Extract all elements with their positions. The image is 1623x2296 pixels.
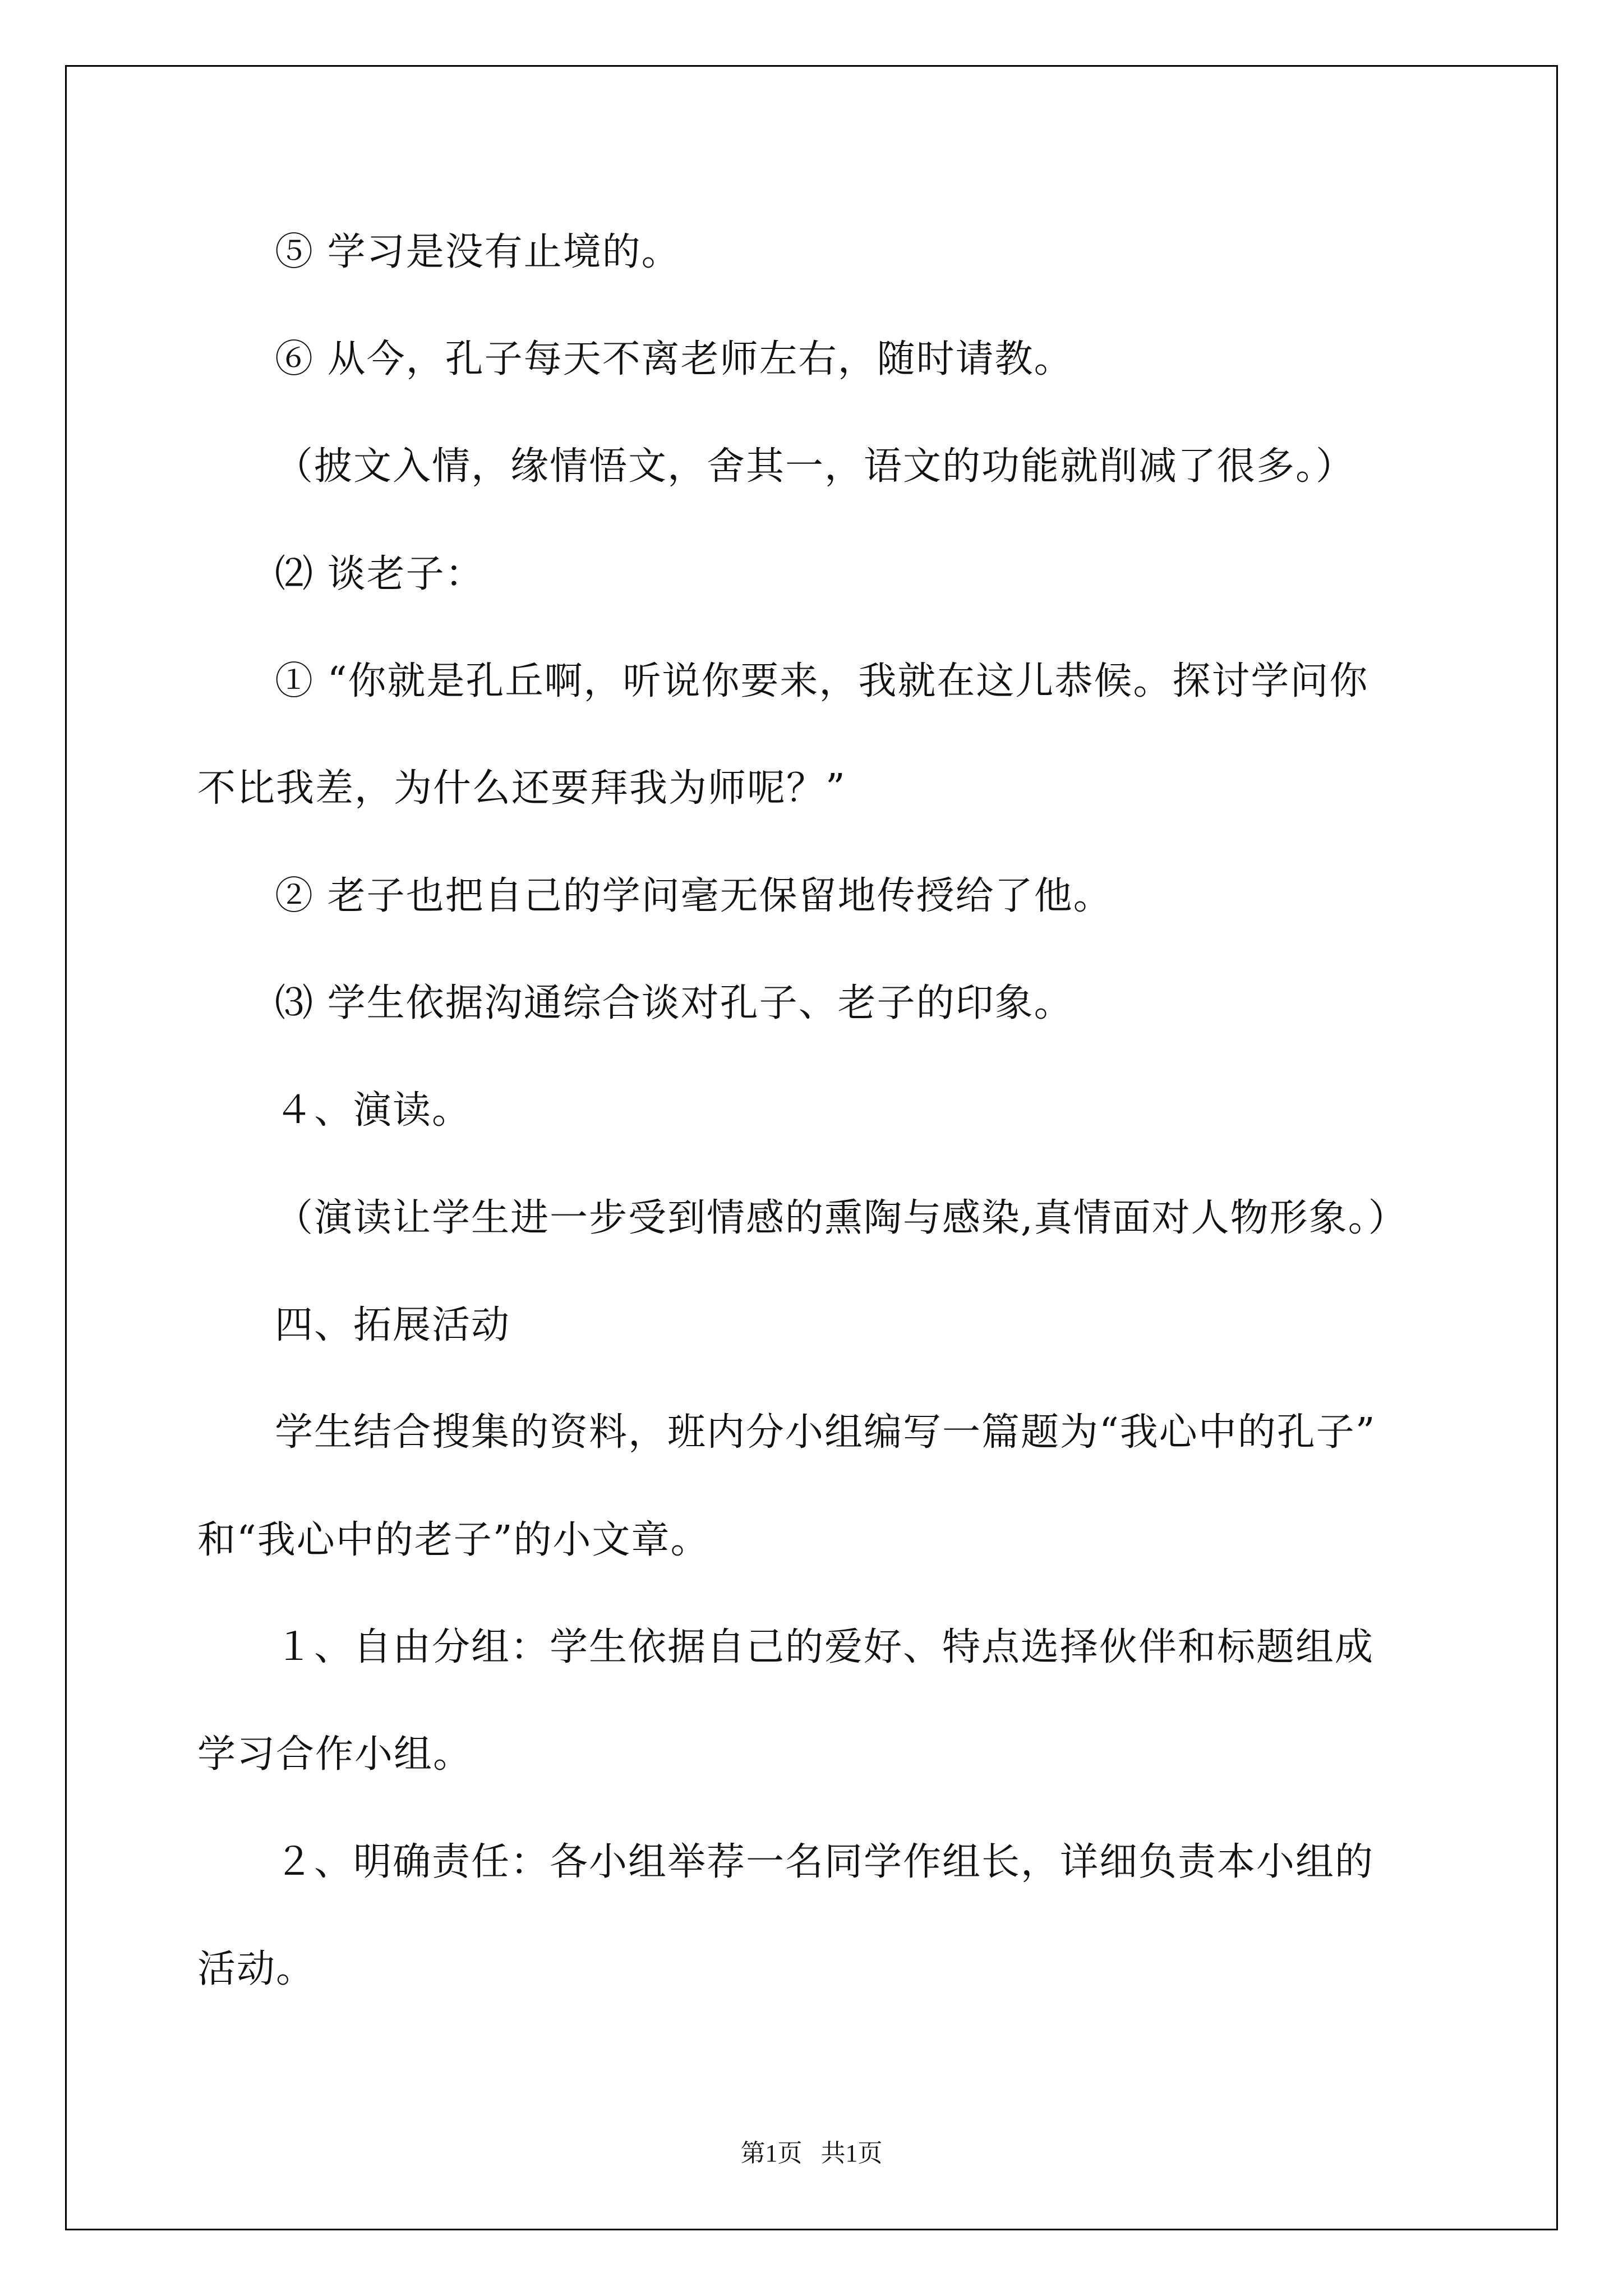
- text-line: ⑥ 从今，孔子每天不离老师左右，随时请教。: [275, 337, 1073, 381]
- text-line: 活动。: [197, 1947, 316, 1991]
- section-heading: 四、拓展活动: [275, 1303, 511, 1347]
- text-line: （演读让学生进一步受到情感的熏陶与感染,真情面对人物形象。）: [275, 1196, 1408, 1240]
- text-line: １、自由分组：学生依据自己的爱好、特点选择伙伴和标题组成: [275, 1625, 1375, 1669]
- text-line: 不比我差，为什么还要拜我为师呢？”: [197, 766, 846, 811]
- text-line: ４、演读。: [275, 1088, 472, 1133]
- page-footer: 第1页 共1页: [740, 2139, 883, 2167]
- page-border: [65, 65, 1558, 2230]
- text-line: ① “你就是孔丘啊，听说你要来，我就在这儿恭候。探讨学问你: [275, 659, 1369, 703]
- text-line: ⑵ 谈老子：: [275, 552, 485, 596]
- text-line: 学生结合搜集的资料，班内分小组编写一篇题为“我心中的孔子”: [275, 1410, 1376, 1455]
- text-line: ⑤ 学习是没有止境的。: [275, 230, 681, 274]
- text-line: 学习合作小组。: [197, 1732, 473, 1777]
- text-line: （披文入情，缘情悟文，舍其一，语文的功能就削减了很多。）: [275, 444, 1355, 489]
- text-line: 和“我心中的老子”的小文章。: [197, 1518, 710, 1562]
- text-line: ② 老子也把自己的学问毫无保留地传授给了他。: [275, 874, 1113, 918]
- text-line: ⑶ 学生依据沟通综合谈对孔子、老子的印象。: [275, 981, 1073, 1025]
- text-line: ２、明确责任：各小组举荐一名同学作组长，详细负责本小组的: [275, 1840, 1375, 1884]
